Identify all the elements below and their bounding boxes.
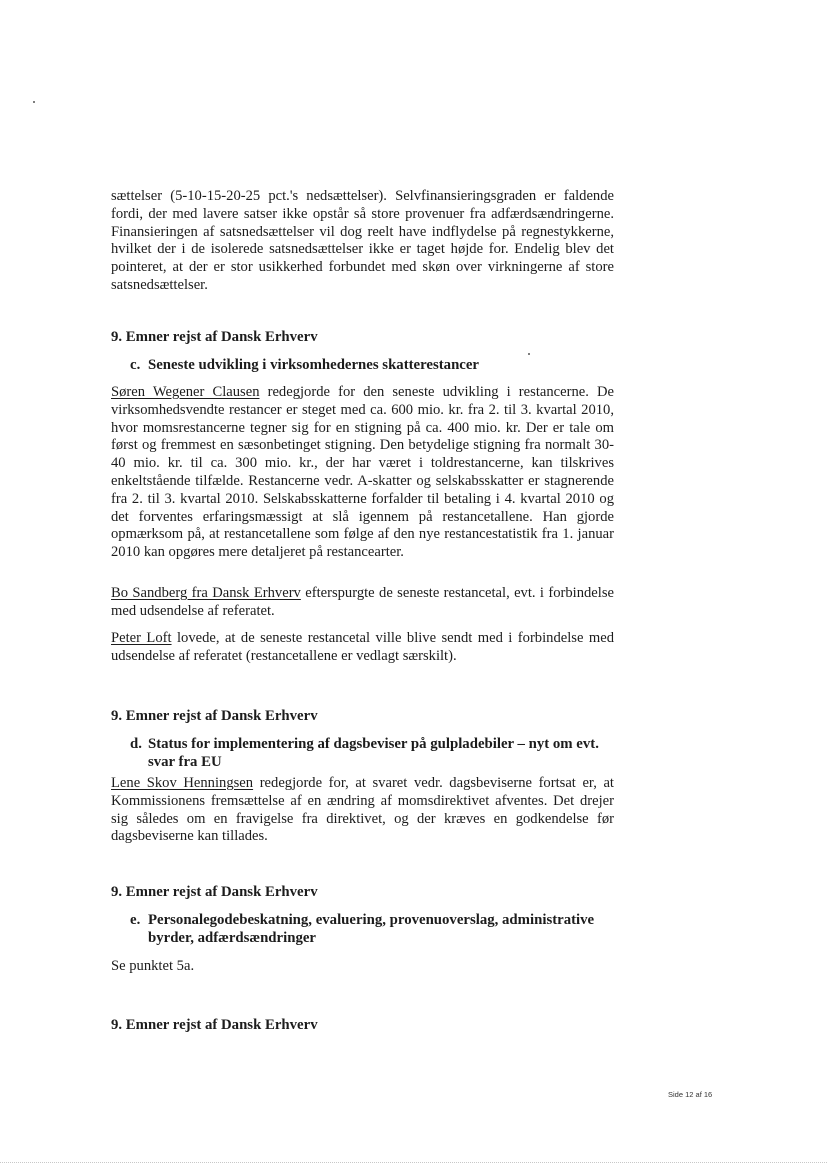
paragraph-text: sættelser (5-10-15-20-25 pct.'s nedsættelser). Selvfinansieringsgraden er faldende fordi, der med lavere satser ikke opstår så store provenuer fra adfærdsændringerne. Finansieringen af satsnedsættelser vil dog reelt have indflydelse på regnestykkerne, hvilket der i de isolerede satsnedsættelser ikke er taget højde for. Endelig blev det pointeret, at der er stor usikkerhed forbundet med skøn over virkningerne af store satsnedsættelser. bbox=[111, 188, 614, 293]
section-body bbox=[111, 958, 614, 976]
subsection-text: Seneste udvikling i virksomhedernes skatterestancer bbox=[148, 357, 480, 373]
scan-edge bbox=[0, 1162, 827, 1163]
paragraph-text: Se punktet 5a. bbox=[111, 958, 195, 974]
subsection-letter: d. bbox=[130, 736, 142, 752]
speaker-name: Søren Wegener Clausen bbox=[111, 384, 260, 400]
subsection-letter: c. bbox=[130, 357, 141, 373]
subsection-title bbox=[130, 356, 615, 374]
scan-speck bbox=[33, 101, 35, 103]
subsection-text: Personalegodebeskatning, evaluering, provenuoverslag, administrative byrder, adfærdsændringer bbox=[148, 912, 595, 946]
section-heading: 9. Emner rejst af Dansk Erhverv bbox=[111, 708, 318, 724]
section-heading: 9. Emner rejst af Dansk Erhverv bbox=[111, 1017, 318, 1033]
paragraph bbox=[111, 384, 614, 562]
speaker-name: Peter Loft bbox=[111, 630, 172, 646]
section-body bbox=[111, 630, 614, 666]
subsection-letter: e. bbox=[130, 912, 141, 928]
paragraph-text: efterspurgte de seneste restancetal, evt. i forbindelse med udsendelse af referatet. bbox=[111, 585, 615, 619]
section-body bbox=[111, 585, 614, 621]
section-heading: 9. Emner rejst af Dansk Erhverv bbox=[111, 329, 318, 345]
section-heading: 9. Emner rejst af Dansk Erhverv bbox=[111, 884, 318, 900]
paragraph bbox=[111, 630, 614, 666]
scan-speck bbox=[528, 353, 530, 355]
speaker-name: Lene Skov Henningsen bbox=[111, 775, 254, 791]
paragraph bbox=[111, 775, 614, 846]
subsection-title bbox=[130, 735, 615, 771]
section-body bbox=[111, 775, 614, 846]
section-body bbox=[111, 384, 614, 562]
page-number: Side 12 af 16 bbox=[668, 1090, 713, 1099]
subsection-text: Status for implementering af dagsbeviser på gulpladebiler – nyt om evt. svar fra EU bbox=[148, 736, 599, 770]
paragraph bbox=[111, 585, 614, 621]
paragraph-text: lovede, at de seneste restancetal ville blive sendt med i forbindelse med udsendelse af referatet (restancetallene er vedlagt særskilt). bbox=[111, 630, 614, 664]
continuation-paragraph bbox=[111, 188, 614, 295]
speaker-name: Bo Sandberg fra Dansk Erhverv bbox=[111, 585, 301, 601]
subsection-title bbox=[130, 911, 615, 947]
paragraph-text: redegjorde for den seneste udvikling i restancerne. De virksomhedsvendte restancer er steget med ca. 600 mio. kr. fra 2. til 3. kvartal 2010, hvor momsrestancerne tegner sig for en stigning på ca. 400 mio. kr. Der er tale om først og fremmest en sæsonbetinget stigning. Den betydelige stigning fra normalt 30-40 mio. kr. til ca. 300 mio. kr., der har været i toldrestancerne, kan tilskrives enkeltstående tilfælde. Restancerne vedr. A-skatter og selskabsskatter er stagnerende fra 2. til 3. kvartal 2010. Selskabsskatterne forfalder til betaling i 4. kvartal 2010 og det forventes erfaringsmæssigt at slå igennem på restancetallene. Han gjorde opmærksom på, at restancetallene som følge af den nye restancestatistik fra 1. januar 2010 kan opgøres mere detaljeret på restancearter. bbox=[111, 384, 614, 561]
paragraph-text: redegjorde for, at svaret vedr. dagsbeviserne fortsat er, at Kommissionens fremsættelse af en ændring af momsdirektivet afventes. Det drejer sig således om en fravigelse fra direktivet, og der kræves en godkendelse før dagsbeviserne kan tillades. bbox=[111, 775, 614, 845]
